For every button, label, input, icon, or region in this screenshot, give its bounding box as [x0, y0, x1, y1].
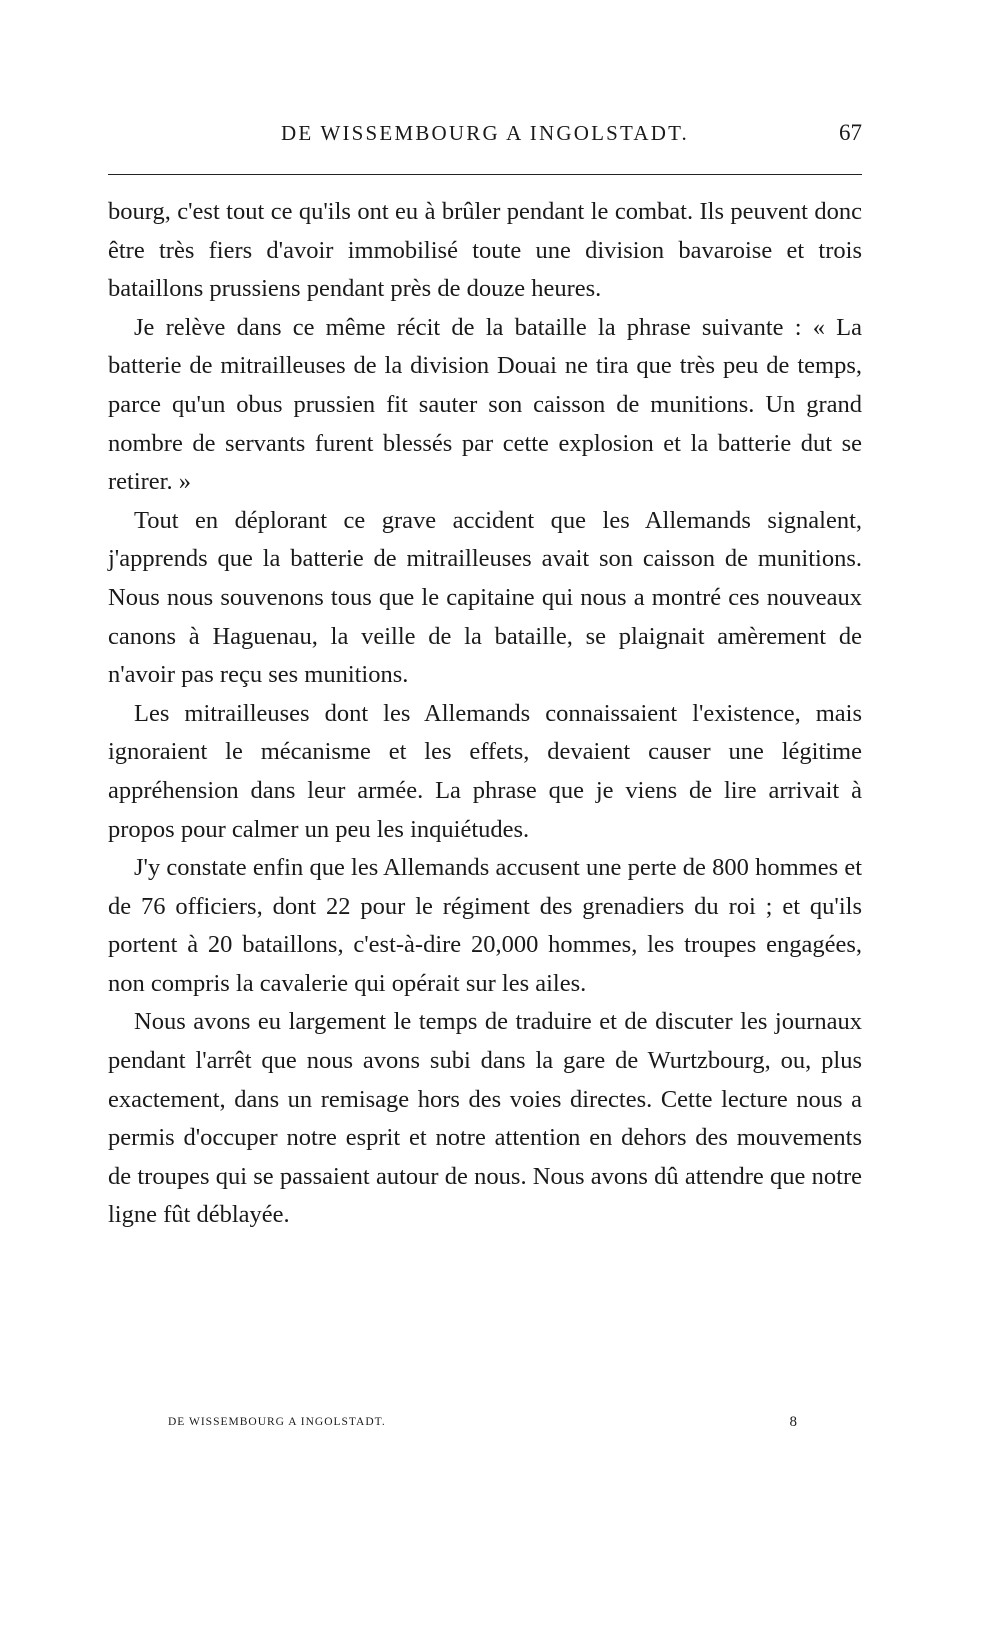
signature-title: DE WISSEMBOURG A INGOLSTADT. — [168, 1416, 386, 1428]
running-head — [108, 118, 862, 148]
signature-number: 8 — [789, 1414, 798, 1430]
paragraph: J'y constate enfin que les Allemands accusent une perte de 800 hommes et de 76 officiers, dont 22 pour le régiment des grenadiers du roi ; et qu'ils portent à 20 bataillons, c'est-à-dire 20,000 hommes, les troupes engagées, non compris la cavalerie qui opérait sur les ailes. — [108, 854, 862, 997]
paragraph: Tout en déplorant ce grave accident que les Allemands signalent, j'apprends que la batterie de mitrailleuses avait son caisson de munitions. Nous nous souvenons tous que le capitaine qui nous a montré ces nouveaux canons à Haguenau, la veille de la bataille, se plaignait amèrement de n'avoir pas reçu ses munitions. — [108, 506, 862, 689]
body-text — [108, 193, 862, 1235]
header-rule — [108, 174, 862, 175]
paragraph: bourg, c'est tout ce qu'ils ont eu à brûler pendant le combat. Ils peuvent donc être très fiers d'avoir immobilisé toute une division bavaroise et trois bataillons prussiens pendant près de douze heures. — [108, 198, 862, 303]
paragraph: Les mitrailleuses dont les Allemands connaissaient l'existence, mais ignoraient le mécanisme et les effets, devaient causer une légitime appréhension dans leur armée. La phrase que je viens de lire arrivait à propos pour calmer un peu les inquiétudes. — [108, 699, 862, 843]
paragraph: Nous avons eu largement le temps de traduire et de discuter les journaux pendant l'arrêt que nous avons subi dans la gare de Wurtzbourg, ou, plus exactement, dans un remisage hors des voies directes. Cette lecture nous a permis d'occuper notre esprit et notre attention en dehors des mouvements de troupes qui se passaient autour de nous. Nous avons dû attendre que notre ligne fût déblayée. — [108, 1008, 862, 1229]
signature-line — [168, 1412, 798, 1432]
page-number: 67 — [839, 120, 862, 145]
running-title: DE WISSEMBOURG A INGOLSTADT. — [281, 121, 689, 145]
paragraph: Je relève dans ce même récit de la bataille la phrase suivante : « La batterie de mitrailleuses de la division Douai ne tira que très peu de temps, parce qu'un obus prussien fit sauter son caisson de munitions. Un grand nombre de servants furent blessés par cette explosion et la batterie dut se retirer. » — [108, 313, 862, 496]
